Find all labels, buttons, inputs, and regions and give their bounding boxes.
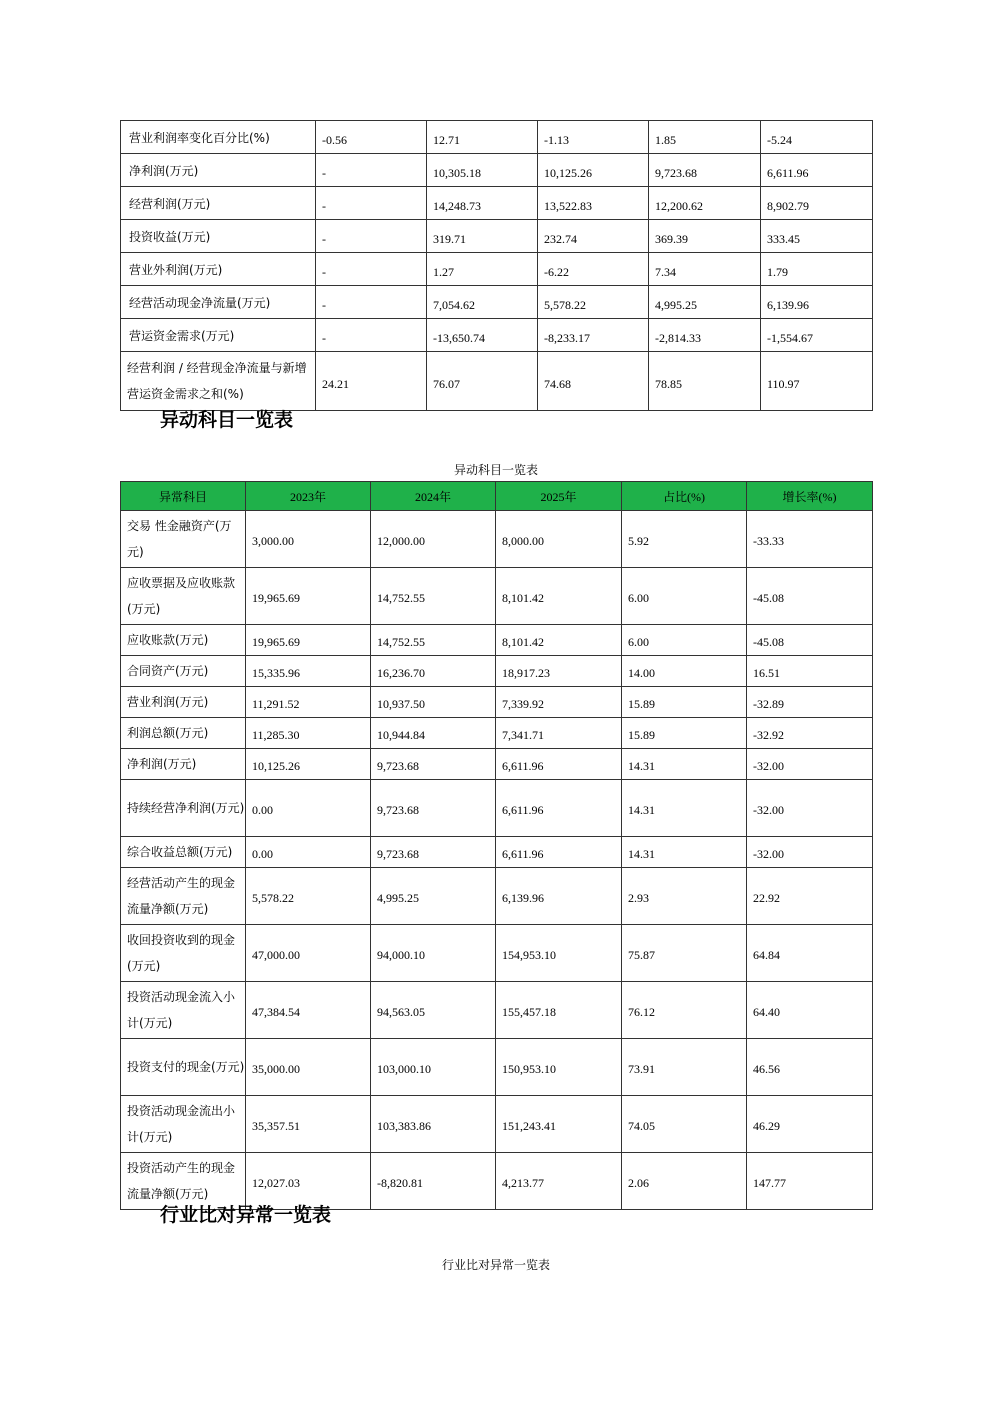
anomaly-table-body [121,511,873,1210]
row-label: 投资活动现金流出小计(万元) [121,1096,246,1153]
anomaly-accounts-table [120,481,873,1210]
row-label: 投资收益(万元) [121,220,316,253]
row-label: 应收票据及应收账款(万元) [121,568,246,625]
table-row [121,749,873,780]
cell-value: 10,944.84 [371,718,496,749]
cell-value: 4,995.25 [371,868,496,925]
financial-metrics-table [120,120,873,411]
row-label: 营业利润(万元) [121,687,246,718]
cell-value: -32.00 [747,749,873,780]
row-label: 利润总额(万元) [121,718,246,749]
cell-value: -32.89 [747,687,873,718]
cell-value: 35,000.00 [246,1039,371,1096]
cell-value: 14.00 [622,656,747,687]
row-label: 交易 性金融资产(万元) [121,511,246,568]
cell-value: 7,339.92 [496,687,622,718]
cell-value: 232.74 [538,220,649,253]
row-label: 应收账款(万元) [121,625,246,656]
cell-value: - [316,319,427,352]
cell-value: 16,236.70 [371,656,496,687]
cell-value: 6,139.96 [496,868,622,925]
cell-value: 0.00 [246,837,371,868]
cell-value: 369.39 [649,220,761,253]
cell-value: -0.56 [316,121,427,154]
cell-value: - [316,253,427,286]
cell-value: 94,000.10 [371,925,496,982]
cell-value: -8,820.81 [371,1153,496,1210]
cell-value: 47,384.54 [246,982,371,1039]
row-label: 合同资产(万元) [121,656,246,687]
cell-value: 75.87 [622,925,747,982]
table-row [121,656,873,687]
cell-value: 0.00 [246,780,371,837]
row-label: 营业利润率变化百分比(%) [121,121,316,154]
cell-value: 2.93 [622,868,747,925]
cell-value: 151,243.41 [496,1096,622,1153]
section-heading-anomalies: 异动科目一览表 [160,409,294,431]
cell-value: -32.00 [747,837,873,868]
cell-value: 8,101.42 [496,568,622,625]
cell-value: -5.24 [761,121,873,154]
cell-value: 12,200.62 [649,187,761,220]
row-label: 投资支付的现金(万元) [121,1039,246,1096]
cell-value: 19,965.69 [246,625,371,656]
cell-value: 14,248.73 [427,187,538,220]
cell-value: 150,953.10 [496,1039,622,1096]
cell-value: 1.79 [761,253,873,286]
cell-value: 154,953.10 [496,925,622,982]
table-row [121,187,873,220]
cell-value: 94,563.05 [371,982,496,1039]
cell-value: 5,578.22 [538,286,649,319]
table-row [121,154,873,187]
cell-value: 19,965.69 [246,568,371,625]
cell-value: 24.21 [316,352,427,411]
section-heading-industry-comparison: 行业比对异常一览表 [160,1204,332,1226]
cell-value: 14,752.55 [371,568,496,625]
cell-value: 8,000.00 [496,511,622,568]
row-label: 投资活动产生的现金流量净额(万元) [121,1153,246,1210]
cell-value: 73.91 [622,1039,747,1096]
cell-value: 8,902.79 [761,187,873,220]
cell-value: 10,125.26 [538,154,649,187]
cell-value: 15.89 [622,718,747,749]
cell-value: 333.45 [761,220,873,253]
cell-value: 12,027.03 [246,1153,371,1210]
table-row [121,220,873,253]
cell-value: 4,995.25 [649,286,761,319]
table-row [121,568,873,625]
table-row [121,253,873,286]
table-row [121,352,873,411]
cell-value: 2.06 [622,1153,747,1210]
cell-value: 35,357.51 [246,1096,371,1153]
cell-value: 11,291.52 [246,687,371,718]
cell-value: 14,752.55 [371,625,496,656]
cell-value: 10,305.18 [427,154,538,187]
cell-value: 7,054.62 [427,286,538,319]
column-header: 增长率(%) [747,482,873,511]
cell-value: -32.92 [747,718,873,749]
cell-value: -2,814.33 [649,319,761,352]
cell-value: 14.31 [622,780,747,837]
cell-value: 1.27 [427,253,538,286]
cell-value: - [316,187,427,220]
cell-value: -6.22 [538,253,649,286]
row-label: 综合收益总额(万元) [121,837,246,868]
cell-value: 46.56 [747,1039,873,1096]
table-caption-industry-comparison: 行业比对异常一览表 [441,1258,550,1272]
cell-value: 6,611.96 [496,837,622,868]
table-row [121,625,873,656]
row-label: 营业外利润(万元) [121,253,316,286]
cell-value: - [316,220,427,253]
cell-value: -32.00 [747,780,873,837]
table-row [121,780,873,837]
cell-value: 9,723.68 [371,749,496,780]
row-label: 投资活动现金流入小计(万元) [121,982,246,1039]
column-header: 2023年 [246,482,371,511]
cell-value: 7,341.71 [496,718,622,749]
cell-value: 12.71 [427,121,538,154]
cell-value: 12,000.00 [371,511,496,568]
cell-value: 5.92 [622,511,747,568]
cell-value: 9,723.68 [371,837,496,868]
cell-value: - [316,154,427,187]
cell-value: 103,000.10 [371,1039,496,1096]
row-label: 净利润(万元) [121,154,316,187]
cell-value: 15.89 [622,687,747,718]
column-header: 2025年 [496,482,622,511]
table-row [121,718,873,749]
table-row [121,319,873,352]
table-row [121,837,873,868]
row-label: 经营利润(万元) [121,187,316,220]
cell-value: 7.34 [649,253,761,286]
cell-value: 147.77 [747,1153,873,1210]
row-label: 经营利润 / 经营现金净流量与新增营运资金需求之和(%) [121,352,316,411]
cell-value: 15,335.96 [246,656,371,687]
table-row [121,1096,873,1153]
cell-value: 10,125.26 [246,749,371,780]
cell-value: 9,723.68 [649,154,761,187]
cell-value: 6,611.96 [761,154,873,187]
cell-value: -8,233.17 [538,319,649,352]
cell-value: 64.40 [747,982,873,1039]
cell-value: - [316,286,427,319]
cell-value: 11,285.30 [246,718,371,749]
table-row [121,982,873,1039]
cell-value: 22.92 [747,868,873,925]
cell-value: 319.71 [427,220,538,253]
cell-value: 64.84 [747,925,873,982]
cell-value: 76.07 [427,352,538,411]
cell-value: -1.13 [538,121,649,154]
table-row [121,1039,873,1096]
row-label: 持续经营净利润(万元) [121,780,246,837]
table-row [121,868,873,925]
cell-value: -45.08 [747,625,873,656]
column-header: 占比(%) [622,482,747,511]
table-row [121,687,873,718]
cell-value: 3,000.00 [246,511,371,568]
cell-value: 76.12 [622,982,747,1039]
cell-value: -13,650.74 [427,319,538,352]
cell-value: 6,139.96 [761,286,873,319]
anomaly-table-header [121,482,873,511]
row-label: 净利润(万元) [121,749,246,780]
row-label: 经营活动产生的现金流量净额(万元) [121,868,246,925]
cell-value: -33.33 [747,511,873,568]
financial-metrics-body [121,121,873,411]
table-row [121,121,873,154]
cell-value: 155,457.18 [496,982,622,1039]
cell-value: 110.97 [761,352,873,411]
cell-value: 6,611.96 [496,749,622,780]
table-row [121,925,873,982]
cell-value: 9,723.68 [371,780,496,837]
cell-value: 6,611.96 [496,780,622,837]
table-caption-anomalies: 异动科目一览表 [453,463,538,477]
cell-value: 46.29 [747,1096,873,1153]
cell-value: 14.31 [622,749,747,780]
cell-value: -45.08 [747,568,873,625]
cell-value: 16.51 [747,656,873,687]
cell-value: 8,101.42 [496,625,622,656]
row-label: 收回投资收到的现金(万元) [121,925,246,982]
column-header: 2024年 [371,482,496,511]
cell-value: 74.05 [622,1096,747,1153]
cell-value: 4,213.77 [496,1153,622,1210]
cell-value: 6.00 [622,625,747,656]
cell-value: 13,522.83 [538,187,649,220]
cell-value: 5,578.22 [246,868,371,925]
table-row [121,286,873,319]
column-header: 异常科目 [121,482,246,511]
cell-value: 6.00 [622,568,747,625]
row-label: 营运资金需求(万元) [121,319,316,352]
cell-value: 14.31 [622,837,747,868]
table-row [121,511,873,568]
row-label: 经营活动现金净流量(万元) [121,286,316,319]
cell-value: 78.85 [649,352,761,411]
cell-value: 103,383.86 [371,1096,496,1153]
cell-value: 74.68 [538,352,649,411]
cell-value: 18,917.23 [496,656,622,687]
cell-value: 47,000.00 [246,925,371,982]
cell-value: 10,937.50 [371,687,496,718]
cell-value: -1,554.67 [761,319,873,352]
header-row [121,482,873,511]
cell-value: 1.85 [649,121,761,154]
